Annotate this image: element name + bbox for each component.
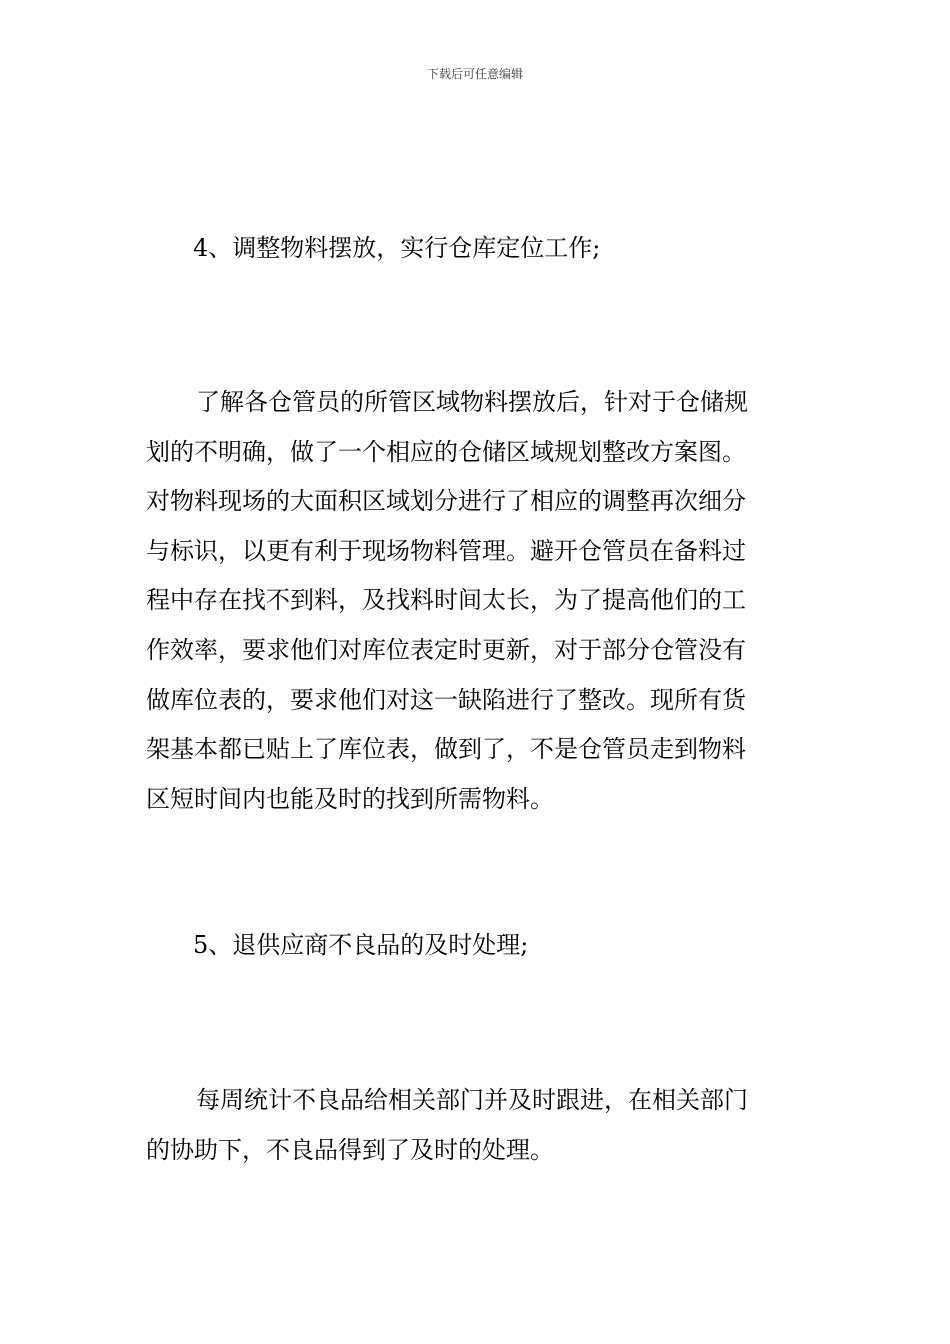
paragraph-line: 每周统计不良品给相关部门并及时跟进，在相关部门 [196, 1086, 748, 1114]
section-4-title: 4、调整物料摆放，实行仓库定位工作; [193, 234, 601, 262]
paragraph-line: 程中存在找不到料，及找料时间太长，为了提高他们的工 [146, 586, 746, 615]
header-note: 下载后可任意编辑 [426, 67, 523, 81]
paragraph-line: 做库位表的，要求他们对这一缺陷进行了整改。现所有货 [146, 685, 746, 714]
section-5-paragraph [146, 1076, 811, 1175]
paragraph-line: 划的不明确，做了一个相应的仓储区域规划整改方案图。 [146, 437, 746, 466]
paragraph-line: 的协助下，不良品得到了及时的处理。 [146, 1135, 554, 1164]
paragraph-line: 对物料现场的大面积区域划分进行了相应的调整再次细分 [146, 487, 746, 516]
paragraph-line: 与标识，以更有利于现场物料管理。避开仓管员在备料过 [146, 536, 746, 565]
paragraph-line: 区短时间内也能及时的找到所需物料。 [146, 784, 554, 813]
paragraph-line: 架基本都已贴上了库位表，做到了，不是仓管员走到物料 [146, 735, 746, 764]
section-4-paragraph [146, 378, 811, 824]
paragraph-line: 作效率，要求他们对库位表定时更新，对于部分仓管没有 [146, 635, 746, 664]
paragraph-line: 了解各仓管员的所管区域物料摆放后，针对于仓储规 [196, 388, 748, 416]
section-5-title: 5、退供应商不良品的及时处理; [193, 931, 529, 959]
